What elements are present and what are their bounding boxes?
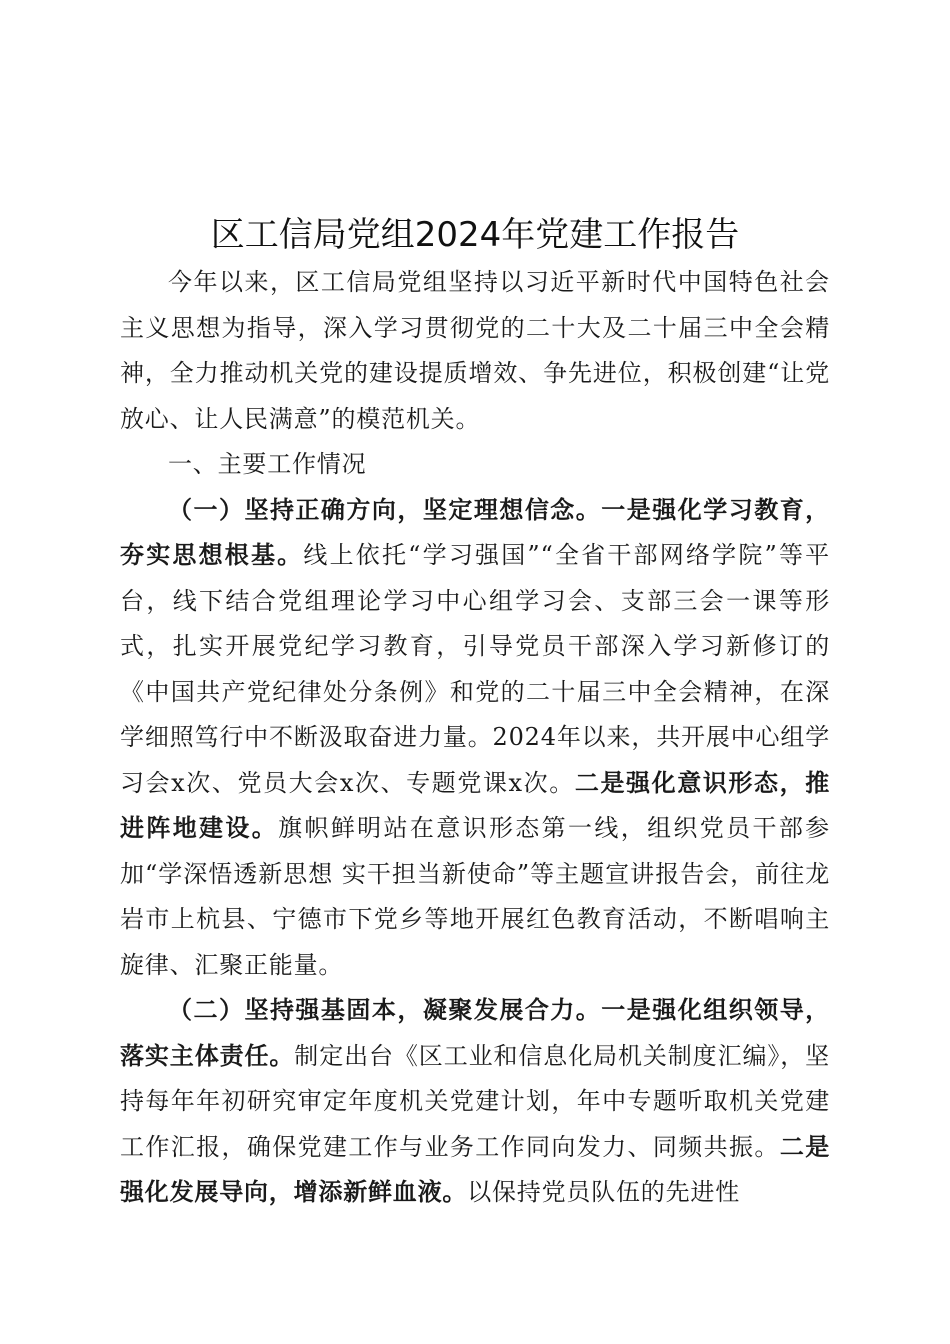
paragraph-foundation bbox=[120, 988, 830, 1216]
section-heading: 一、主要工作情况 bbox=[168, 450, 367, 478]
paragraph-lead: （一）坚持正确方向，坚定理想信念。一是强化学习教育，夯实思想根基。 bbox=[120, 495, 830, 569]
paragraph-text: 线上依托“学习强国”“全省干部网络学院”等平台，线下结合党组理论学习中心组学习会、支部三会一课等形式，扎实开展党纪学习教育，引导党员干部深入学习新修订的《中国共产党纪律处分条例》和党的二十届三中全会精神，在深学细照笃行中不断汲取奋进力量。2024年以来，共开展中心组学习会x次、党员大会x次、专题党课x次。 bbox=[120, 541, 830, 797]
paragraph-text: 旗帜鲜明站在意识形态第一线，组织党员干部参加“学深悟透新思想 实干担当新使命”等主题宣讲报告会，前往龙岩市上杭县、宁德市下党乡等地开展红色教育活动，不断唱响主旋律、汇聚正能量。 bbox=[120, 814, 830, 979]
intro-paragraph: 今年以来，区工信局党组坚持以习近平新时代中国特色社会主义思想为指导，深入学习贯彻党的二十大及二十届三中全会精神，全力推动机关党的建设提质增效、争先进位，积极创建“让党放心、让人民满意”的模范机关。 bbox=[120, 268, 830, 433]
paragraph-text: 制定出台《区工业和信息化局机关制度汇编》，坚持每年年初研究审定年度机关党建计划，年中专题听取机关党建工作汇报，确保党建工作与业务工作同向发力、同频共振。 bbox=[120, 1041, 830, 1161]
paragraph-subhead: 二是强化意识形态，推进阵地建设。 bbox=[120, 768, 831, 842]
paragraph-text: 以保持党员队伍的先进性 bbox=[467, 1178, 741, 1206]
paragraph-direction bbox=[120, 488, 830, 989]
document-title: 区工信局党组2024年党建工作报告 bbox=[210, 215, 740, 255]
document-body bbox=[120, 260, 830, 1216]
paragraph-lead: （二）坚持强基固本，凝聚发展合力。一是强化组织领导，落实主体责任。 bbox=[120, 996, 830, 1070]
paragraph-subhead: 二是强化发展导向，增添新鲜血液。 bbox=[120, 1132, 830, 1206]
